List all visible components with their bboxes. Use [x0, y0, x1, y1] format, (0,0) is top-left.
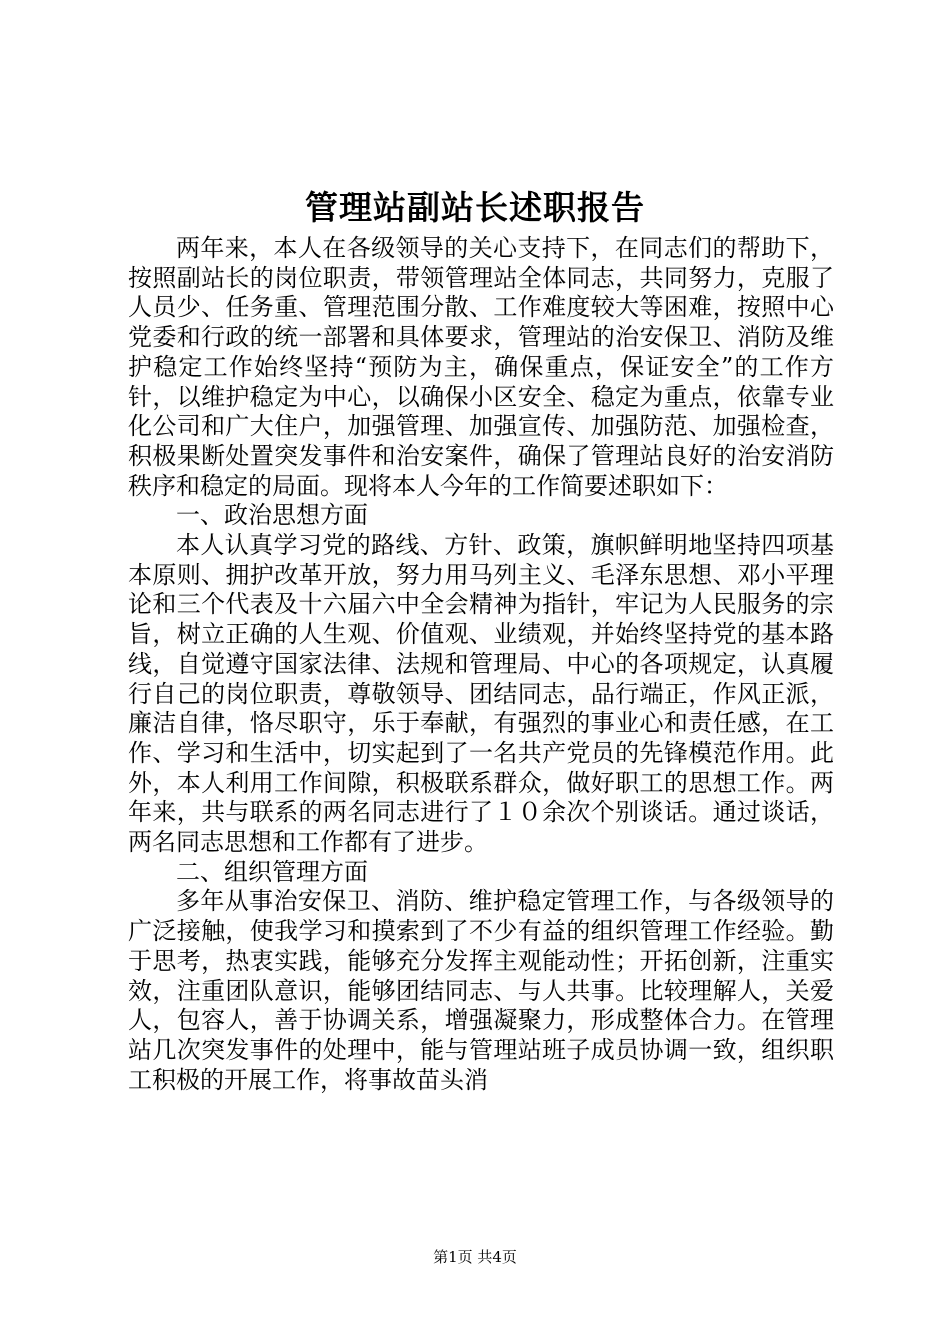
- page-footer: [0, 1247, 950, 1267]
- paragraph-intro: 两年来，本人在各级领导的关心支持下，在同志们的帮助下，按照副站长的岗位职责，带领管理站全体同志，共同努力，克服了人员少、任务重、管理范围分散、工作难度较大等困难，按照中心党委和行政的统一部署和具体要求，管理站的治安保卫、消防及维护稳定工作始终坚持“预防为主，确保重点，保证安全”的工作方针，以维护稳定为中心，以确保小区安全、稳定为重点，依靠专业化公司和广大住户，加强管理、加强宣传、加强防范、加强检查，积极果断处置突发事件和治安案件，确保了管理站良好的治安消防秩序和稳定的局面。现将本人今年的工作简要述职如下：: [128, 234, 834, 500]
- page-number: 第1页: [433, 1248, 473, 1266]
- section-heading-political: 一、政治思想方面: [176, 501, 368, 530]
- paragraph-political: 本人认真学习党的路线、方针、政策，旗帜鲜明地坚持四项基本原则、拥护改革开放，努力用马列主义、毛泽东思想、邓小平理论和三个代表及十六届六中全会精神为指针，牢记为人民服务的宗旨，树立正确的人生观、价值观、业绩观，并始终坚持党的基本路线，自觉遵守国家法律、法规和管理局、中心的各项规定，认真履行自己的岗位职责，尊敬领导、团结同志，品行端正，作风正派，廉洁自律，恪尽职守，乐于奉献，有强烈的事业心和责任感，在工作、学习和生活中，切实起到了一名共产党员的先锋模范作用。此外，本人利用工作间隙，积极联系群众，做好职工的思想工作。两年来，共与联系的两名同志进行了１０余次个别谈话。通过谈话，两名同志思想和工作都有了进步。: [128, 531, 834, 857]
- document-body: [128, 234, 834, 1095]
- document-title: 管理站副站长述职报告: [305, 188, 645, 227]
- section-heading-organization: 二、组织管理方面: [176, 857, 368, 886]
- page-total: 共4页: [477, 1248, 517, 1266]
- paragraph-organization: 多年从事治安保卫、消防、维护稳定管理工作，与各级领导的广泛接触，使我学习和摸索到了不少有益的组织管理工作经验。勤于思考，热衷实践，能够充分发挥主观能动性；开拓创新，注重实效，注重团队意识，能够团结同志、与人共事。比较理解人，关爱人，包容人，善于协调关系，增强凝聚力，形成整体合力。在管理站几次突发事件的处理中，能与管理站班子成员协调一致，组织职工积极的开展工作，将事故苗头消: [128, 887, 834, 1094]
